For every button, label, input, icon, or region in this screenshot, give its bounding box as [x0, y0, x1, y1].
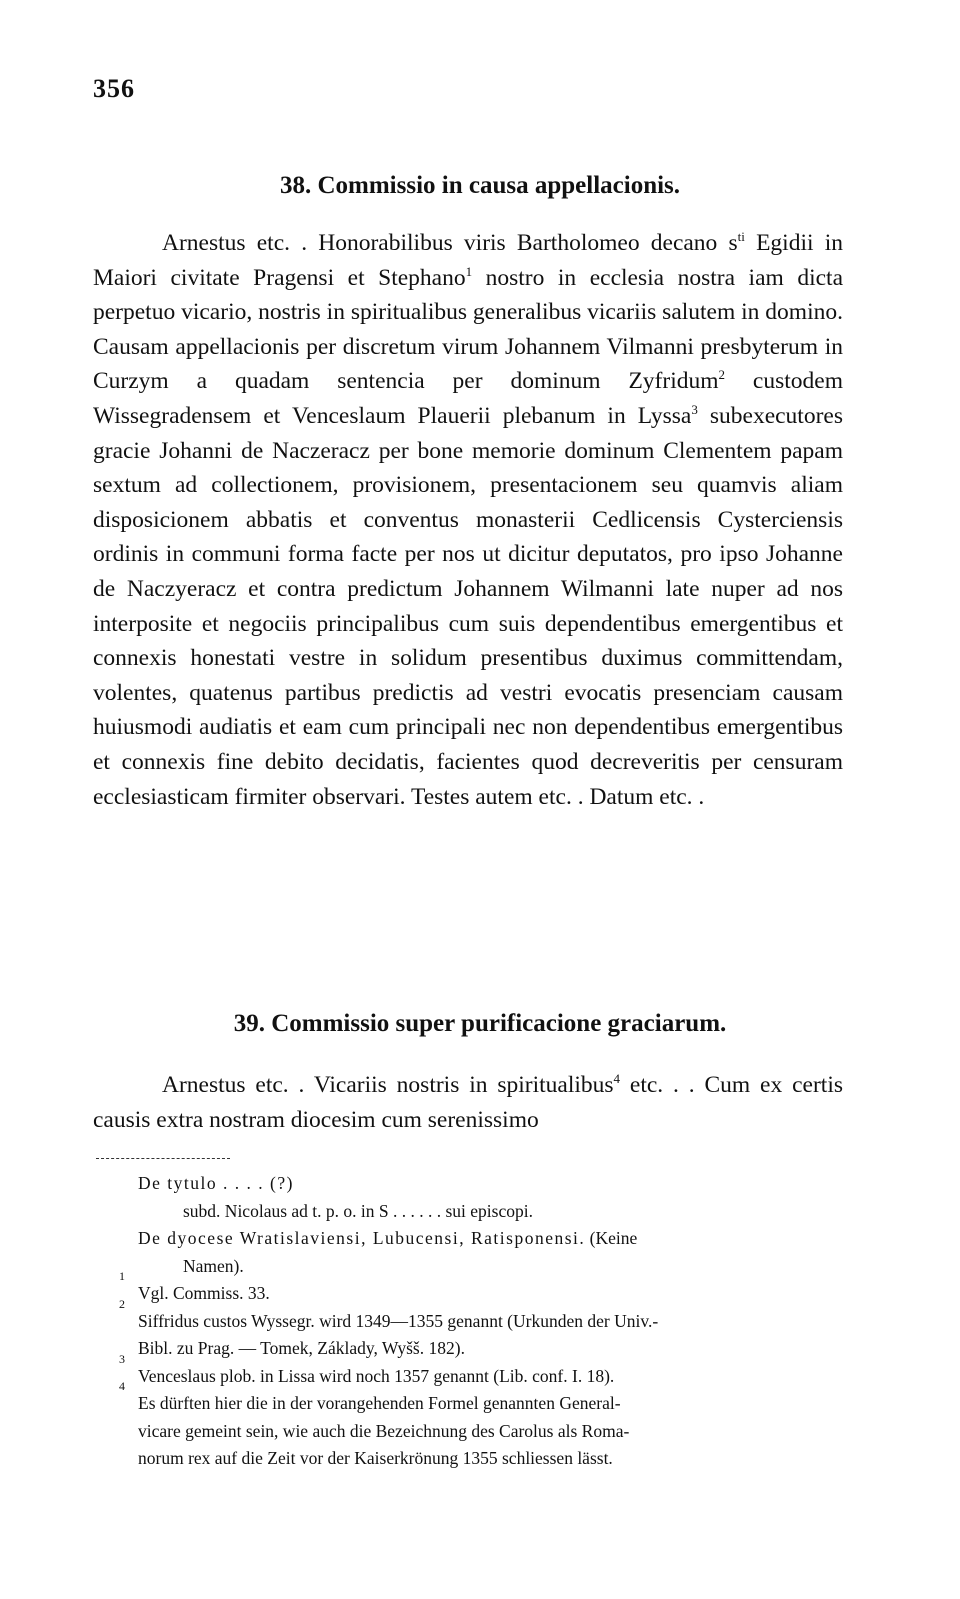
section-38-text-b: Egidii in Maiori civitate Pragensi et Stephano: [93, 230, 843, 291]
section-39-text-a: Arnestus etc. . Vicariis nostris in spiritualibus: [162, 1072, 614, 1098]
variant-note-3: De dyocese Wratislaviensi, Lubucensi, Ratisponensi. (Keine: [138, 1228, 638, 1248]
section-38-body: [93, 226, 843, 814]
section-38-heading: 38. Commissio in causa appellacionis.: [279, 172, 681, 199]
page-number: 356: [93, 74, 135, 103]
footnote-4-cont-1: vicare gemeint sein, wie auch die Bezeichnung des Carolus als Roma-: [138, 1420, 630, 1441]
variant-note-1: De tytulo . . . . (?): [138, 1173, 294, 1193]
section-38-text-a: Arnestus etc. . Honorabilibus viris Bartholomeo decano s: [162, 230, 738, 256]
section-39-heading: 39. Commissio super purificacione graciarum.: [233, 1010, 727, 1037]
footnote-1: 1 Vgl. Commiss. 33.: [119, 1269, 270, 1303]
sti-superscript: ti: [737, 229, 745, 244]
footnote-ref-4: 4: [613, 1071, 621, 1086]
footnote-2: 2 Siffridus custos Wyssegr. wird 1349—1355 genannt (Urkunden der Univ.-: [119, 1296, 659, 1331]
footnote-ref-3: 3: [691, 401, 698, 417]
footnote-ref-2: 2: [718, 367, 726, 383]
variant-note-2: subd. Nicolaus ad t. p. o. in S . . . . . . sui episcopi.: [183, 1200, 533, 1221]
footnote-3: 3 Venceslaus plob. in Lissa wird noch 1357 genannt (Lib. conf. I. 18).: [119, 1351, 615, 1386]
footnote-4: 4 Es dürften hier die in der vorangehenden Formel genannten General-: [119, 1379, 621, 1413]
section-39-text-b: etc. . . Cum ex certis causis extra nostram diocesim cum serenissimo: [93, 1072, 843, 1133]
footnote-ref-1: 1: [465, 263, 473, 279]
section-38-text-d: custodem Wissegradensem et Venceslaum Plauerii plebanum in Lyssa: [93, 368, 843, 429]
section-38-text-e: subexecutores gracie Johanni de Naczeracz per bone memorie dominum Clementem papam sextum ad collectionem, provisionem, presentacionem seu quamvis aliam disposicionem abbatis et conventus monasterii Cedlicensis Cysterciensis ordinis in communi forma facte per nos ut dicitur deputatos, pro ipso Johanne de Naczyeracz et contra predictum Johannem Wilmanni late nuper ad nos interposite et negociis principalibus cum suis dependentibus emergentibus et connexis honestati vestre in solidum presentibus duximus committendam, volentes, quatenus partibus predictis ad vestri evocatis presenciam causam huiusmodi audiatis et eam cum principali nec non dependentibus emergentibus et connexis fine debito decidatis, facientes quod decreveritis per censuram ecclesiasticam firmiter observari. Testes autem etc. . Datum etc. .: [93, 402, 843, 810]
section-38-text-c: nostro in ecclesia nostra iam dicta perpetuo vicario, nostris in spiritualibus generalibus vicariis salutem in domino. Causam appellacionis per discretum virum Johannem Vilmanni presbyterum in Curzym a quadam sentencia per dominum Zyfridum: [93, 264, 843, 395]
variant-note-3-cont: Namen).: [183, 1255, 244, 1276]
footnotes: [93, 1170, 848, 1473]
footnote-4-cont-2: norum rex auf die Zeit vor der Kaiserkrönung 1355 schliessen lässt.: [138, 1448, 613, 1468]
section-39-body: [93, 1068, 843, 1137]
footnote-divider: [96, 1158, 230, 1159]
footnote-2-cont: Bibl. zu Prag. — Tomek, Základy, Wyšš. 182).: [138, 1338, 465, 1358]
